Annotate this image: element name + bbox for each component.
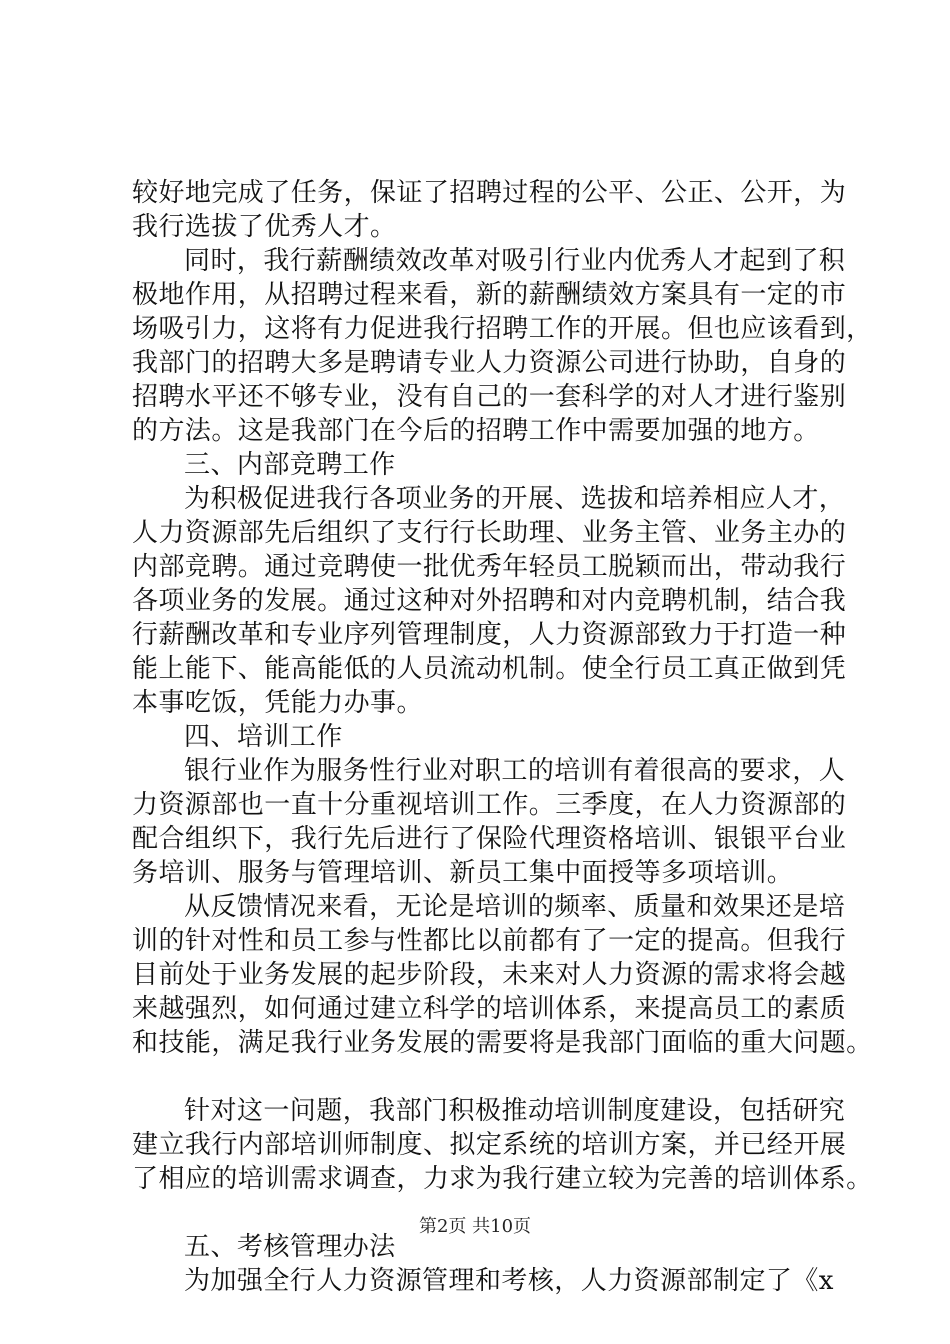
text-line: 我部门的招聘大多是聘请专业人力资源公司进行协助，自身的 xyxy=(132,348,847,378)
page-footer xyxy=(0,1215,950,1239)
text-line: 能上能下、能高能低的人员流动机制。使全行员工真正做到凭 xyxy=(132,654,847,684)
text-line: 行薪酬改革和专业序列管理制度，人力资源部致力于打造一种 xyxy=(132,620,847,650)
section-heading: 五、考核管理办法 xyxy=(184,1232,396,1262)
text-line: 人力资源部先后组织了支行行长助理、业务主管、业务主办的 xyxy=(132,518,847,548)
page-number: 第2页 共10页 xyxy=(418,1216,532,1237)
section-heading: 三、内部竞聘工作 xyxy=(184,450,396,480)
document-body xyxy=(132,176,873,1298)
text-line: 的方法。这是我部门在今后的招聘工作中需要加强的地方。 xyxy=(132,416,820,446)
text-line: 各项业务的发展。通过这种对外招聘和对内竞聘机制，结合我 xyxy=(132,586,847,616)
text-line: 招聘水平还不够专业，没有自己的一套科学的对人才进行鉴别 xyxy=(132,382,847,412)
paragraph-start: 针对这一问题，我部门积极推动培训制度建设，包括研究 xyxy=(184,1096,846,1126)
text-line: 了相应的培训需求调查，力求为我行建立较为完善的培训体系。 xyxy=(132,1164,873,1194)
paragraph-gap xyxy=(132,1060,837,1094)
text-line: 来越强烈，如何通过建立科学的培训体系，来提高员工的素质 xyxy=(132,994,847,1024)
section-heading: 四、培训工作 xyxy=(184,722,343,752)
paragraph-start: 银行业作为服务性行业对职工的培训有着很高的要求，人 xyxy=(184,756,846,786)
text-line: 我行选拔了优秀人才。 xyxy=(132,212,397,242)
text-line: 极地作用，从招聘过程来看，新的薪酬绩效方案具有一定的市 xyxy=(132,280,847,310)
text-line: 目前处于业务发展的起步阶段，未来对人力资源的需求将会越 xyxy=(132,960,847,990)
text-line: 内部竞聘。通过竞聘使一批优秀年轻员工脱颖而出，带动我行 xyxy=(132,552,847,582)
text-line: 和技能，满足我行业务发展的需要将是我部门面临的重大问题。 xyxy=(132,1028,873,1058)
text-line: 力资源部也一直十分重视培训工作。三季度，在人力资源部的 xyxy=(132,790,847,820)
text-line: 配合组织下，我行先后进行了保险代理资格培训、银银平台业 xyxy=(132,824,847,854)
text-line: 本事吃饭，凭能力办事。 xyxy=(132,688,423,718)
text-line: 训的针对性和员工参与性都比以前都有了一定的提高。但我行 xyxy=(132,926,847,956)
paragraph-start: 为加强全行人力资源管理和考核，人力资源部制定了《x xyxy=(184,1266,834,1296)
paragraph-start: 同时，我行薪酬绩效改革对吸引行业内优秀人才起到了积 xyxy=(184,246,846,276)
paragraph-start: 为积极促进我行各项业务的开展、选拔和培养相应人才， xyxy=(184,484,846,514)
text-line: 务培训、服务与管理培训、新员工集中面授等多项培训。 xyxy=(132,858,794,888)
text-line: 场吸引力，这将有力促进我行招聘工作的开展。但也应该看到， xyxy=(132,314,873,344)
paragraph-start: 从反馈情况来看，无论是培训的频率、质量和效果还是培 xyxy=(184,892,846,922)
text-line: 建立我行内部培训师制度、拟定系统的培训方案，并已经开展 xyxy=(132,1130,847,1160)
text-line: 较好地完成了任务，保证了招聘过程的公平、公正、公开，为 xyxy=(132,178,847,208)
